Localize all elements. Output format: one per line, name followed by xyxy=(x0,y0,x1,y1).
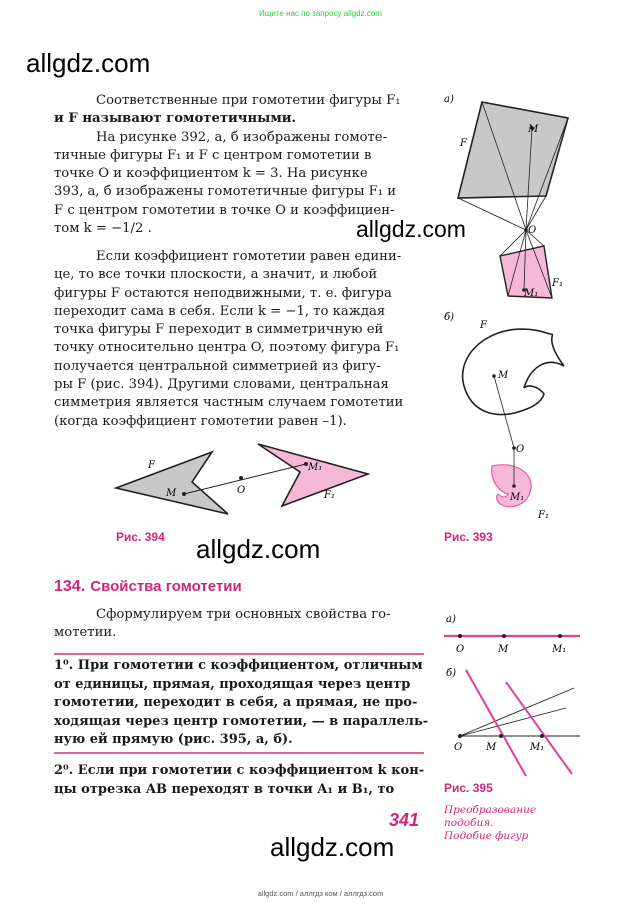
label-m1: M₁ xyxy=(510,492,525,503)
text-line: Соответственные при гомотетии фигуры F₁ xyxy=(96,93,401,108)
watermark: allgdz.com xyxy=(26,48,151,78)
watermark: allgdz.com xyxy=(196,534,321,564)
label-f: F xyxy=(460,138,467,149)
label-m1: M₁ xyxy=(552,644,567,655)
property-2 xyxy=(54,762,424,799)
text-line: фигуры F остаются неподвижными, т. е. фигура xyxy=(54,285,392,301)
figure-f1-shape xyxy=(258,444,368,506)
part-b-label: б) xyxy=(446,668,457,679)
label-m1: M₁ xyxy=(308,462,323,473)
label-o: O xyxy=(528,225,537,236)
label-f1: F₁ xyxy=(538,510,549,521)
figure-394 xyxy=(110,436,380,526)
text-line: 1⁰. При гомотетии с коэффициентом, отличным xyxy=(54,658,423,673)
label-m: M xyxy=(486,742,497,753)
text-line: На рисунке 392, а, б изображены гомоте- xyxy=(96,129,388,145)
text-line: точка фигуры F переходит в симметричную ей xyxy=(54,322,384,338)
side-note xyxy=(444,804,536,843)
part-a-label: а) xyxy=(446,614,456,625)
text-line: том k = −1/2 . xyxy=(54,221,152,237)
label-f: F xyxy=(480,320,487,331)
figure-393-caption: Рис. 393 xyxy=(444,530,493,544)
text-line: точке O и коэффициентом k = 3. На рисунке xyxy=(54,166,368,182)
point-o xyxy=(239,476,243,480)
figure-395-caption: Рис. 395 xyxy=(444,781,493,795)
label-f1: F₁ xyxy=(552,278,563,289)
label-f1: F₁ xyxy=(324,490,335,501)
text-line: симметрия является частным случаем гомотетии xyxy=(54,395,404,411)
line-b2 xyxy=(506,682,572,774)
rule-bottom xyxy=(54,752,424,754)
figure-f-shape xyxy=(458,102,568,198)
text-line: цы отрезка AB переходят в точки A₁ и B₁, то xyxy=(54,781,395,797)
property-1 xyxy=(54,657,429,750)
point-m xyxy=(182,492,186,496)
section-heading xyxy=(54,576,242,596)
text-line: (когда коэффициент гомотетии равен –1). xyxy=(54,413,347,429)
text-line: це, то все точки плоскости, а значит, и любой xyxy=(54,267,378,283)
label-f: F xyxy=(148,460,155,471)
side-note-line: Подобие фигур xyxy=(444,830,529,842)
label-m1: M₁ xyxy=(524,288,539,299)
figure-f-curve xyxy=(463,329,564,414)
label-m: M xyxy=(498,644,509,655)
top-banner[interactable]: Ищите нас по запросу allgdz.com xyxy=(259,9,382,18)
label-o: O xyxy=(237,485,246,496)
text-line: ры F (рис. 394). Другими словами, центральная xyxy=(54,377,389,393)
side-note-line: подобия. xyxy=(444,817,494,829)
text-line: тичные фигуры F₁ и F с центром гомотетии в xyxy=(54,147,372,163)
text-line: получается центральной симметрией из фигу- xyxy=(54,358,381,374)
text-line: и F называют гомотетичными. xyxy=(54,111,297,127)
figure-f-shape xyxy=(116,452,228,514)
figure-393 xyxy=(440,88,580,528)
text-line: F с центром гомотетии в точке O и коэффициен- xyxy=(54,202,395,218)
page-number: 341 xyxy=(389,810,420,830)
label-m: M xyxy=(166,488,177,499)
figure-394-caption: Рис. 394 xyxy=(116,530,165,544)
label-m1: M₁ xyxy=(530,742,545,753)
section-title: Свойства гомотетии xyxy=(90,578,242,595)
section-number: 134. xyxy=(54,578,86,595)
label-o: O xyxy=(454,742,463,753)
second-paragraph xyxy=(54,248,424,431)
figure-395 xyxy=(444,612,584,782)
text-line: точку относительно центра O, поэтому фигура F₁ xyxy=(54,340,400,356)
text-line: Если коэффициент гомотетии равен едини- xyxy=(96,249,402,264)
text-line: 2⁰. Если при гомотетии с коэффициентом k кон- xyxy=(54,763,425,778)
intro-paragraph xyxy=(54,92,424,238)
side-note-line: Преобразование xyxy=(444,804,537,816)
label-o: O xyxy=(516,444,525,455)
part-b-label: б) xyxy=(444,312,455,323)
section-intro xyxy=(54,606,424,643)
label-m: M xyxy=(498,370,509,381)
label-m: M xyxy=(528,124,539,135)
label-o: O xyxy=(456,644,465,655)
text-line: переходит сама в себя. Если k = −1, то каждая xyxy=(54,303,386,319)
part-a-label: а) xyxy=(444,94,454,105)
footer[interactable]: allgdz.com / аллгдз ком / аллгдз.com xyxy=(257,889,384,898)
text-line: ходящая через центр гомотетии, — в параллель- xyxy=(54,713,429,729)
text-line: мотетии. xyxy=(54,625,117,641)
text-line: 393, а, б изображены гомотетичные фигуры F₁ и xyxy=(54,184,397,200)
text-line: от единицы, прямая, проходящая через центр xyxy=(54,676,411,692)
text-line: Сформулируем три основных свойства го- xyxy=(96,607,391,622)
watermark: allgdz.com xyxy=(356,216,466,242)
text-line: гомотетии, переходит в себя, а прямая, не про- xyxy=(54,695,418,710)
watermark: allgdz.com xyxy=(270,832,395,862)
rule-top xyxy=(54,653,424,655)
line-b1 xyxy=(466,670,526,776)
text-line: ную ей прямую (рис. 395, а, б). xyxy=(54,732,293,747)
